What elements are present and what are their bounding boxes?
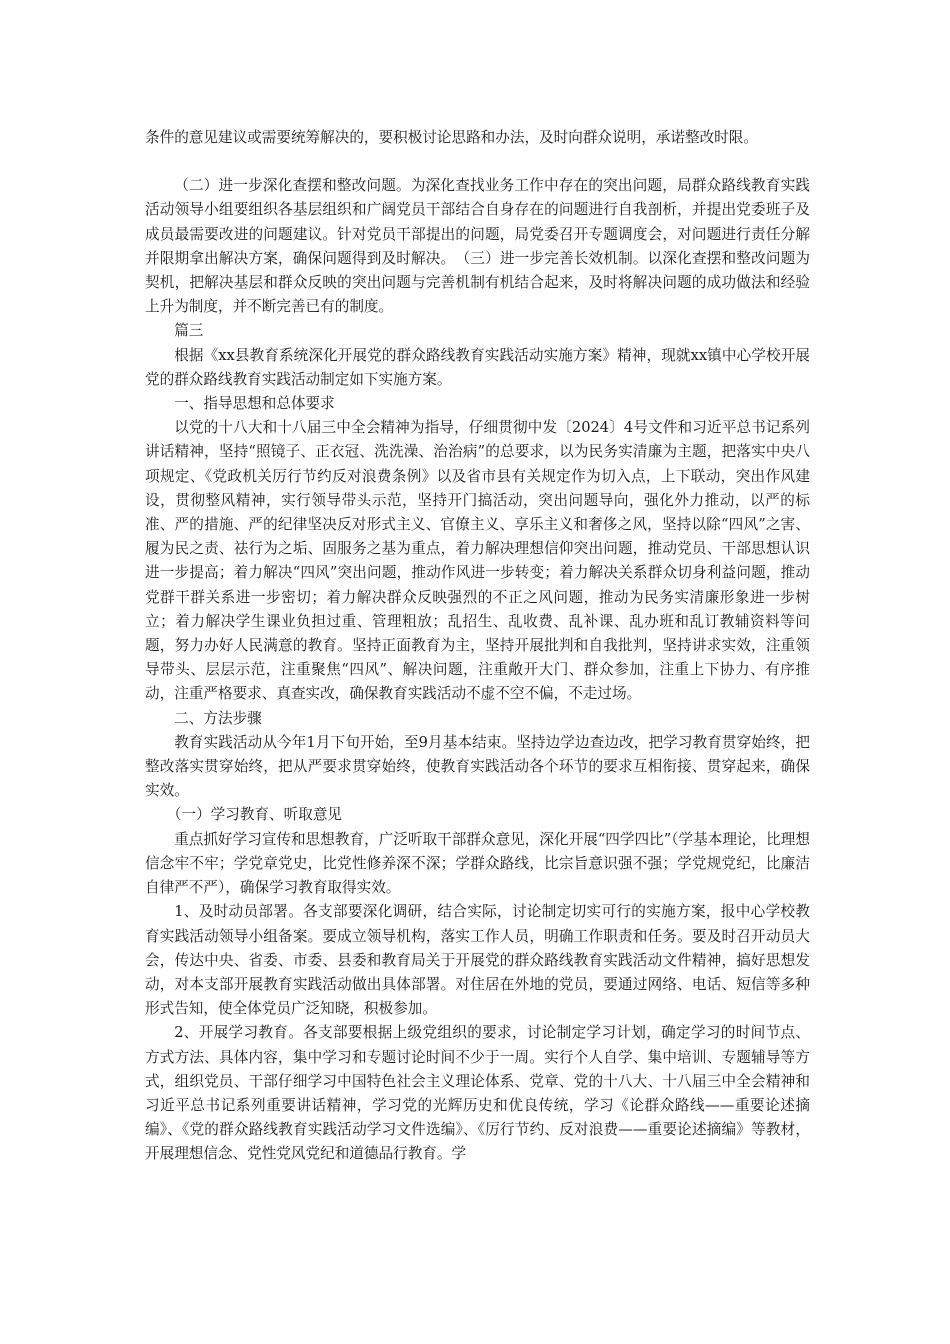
heading-study-education: （一）学习教育、听取意见 (166, 806, 343, 824)
paragraph-item-1: 1、及时动员部署。各支部要深化调研，结合实际，讨论制定切实可行的实施方案，报中心学校教育实践活动领导小组备案。要成立领导机构，落实工作人员，明确工作职责和任务。要及时召开动员大会，传达中央、省委、市委、县委和教育局关于开展党的群众路线教育实践活动文件精神，搞好思想发动，对本支部开展教育实践活动做出具体部署。对住居在外地的党员，要通过网络、电话、短信等多种形式告知，使全体党员广泛知晓，积极参加。 (145, 903, 810, 1018)
paragraph-study-education: 重点抓好学习宣传和思想教育，广泛听取干部群众意见，深化开展“四学四比”（学基本理论，比理想信念牢不牢；学党章党史，比党性修养深不深；学群众路线，比宗旨意识强不强；学党规党纪，比廉洁自律严不严），确保学习教育取得实效。 (145, 830, 810, 897)
paragraph-continuation: 条件的意见建议或需要统筹解决的，要积极讨论思路和办法，及时向群众说明，承诺整改时限。 (145, 129, 758, 146)
section-heading-pian-san: 篇三 (174, 322, 204, 340)
heading-method-steps: 二、方法步骤 (174, 709, 262, 727)
paragraph-guiding-thought: 以党的十八大和十八届三中全会精神为指导，仔细贯彻中发〔2024〕4号文件和习近平总书记系列讲话精神，坚持“照镜子、正衣冠、洗洗澡、治治病”的总要求，以为民务实清廉为主题，把落实中央八项规定、《党政机关厉行节约反对浪费条例》以及省市县有关规定作为切入点，上下联动，突出作风建设，贯彻整风精神，实行领导带头示范，坚持开门搞活动，突出问题导向，强化外力推动，以严的标准、严的措施、严的纪律坚决反对形式主义、官僚主义、享乐主义和奢侈之风，坚持以除“四风”之害、履为民之责、祛行为之垢、固服务之基为重点，着力解决理想信仰突出问题，推动党员、干部思想认识进一步提高；着力解决“四风”突出问题，推动作风进一步转变；着力解决关系群众切身利益问题，推动党群干群关系进一步密切；着力解决群众反映强烈的不正之风问题，推动为民务实清廉形象进一步树立；着力解决学生课业负担过重、管理粗放；乱招生、乱收费、乱补课、乱办班和乱订教辅资料等问题，努力办好人民满意的教育。坚持正面教育为主，坚持开展批判和自我批判，坚持讲求实效，注重领导带头、层层示范，注重聚焦“四风”、解决问题，注重敞开大门、群众参加，注重上下协力、有序推动，注重严格要求、真查实改，确保教育实践活动不虚不空不偏，不走过场。 (145, 419, 810, 703)
heading-guiding-thought: 一、指导思想和总体要求 (174, 395, 335, 413)
paragraph-method-steps: 教育实践活动从今年1月下旬开始，至9月基本结束。坚持边学边查边改，把学习教育贯穿始终，把整改落实贯穿始终，把从严要求贯穿始终，使教育实践活动各个环节的要求互相衔接、贯穿起来，确保实效。 (145, 733, 810, 800)
paragraph-section-2-3: （二）进一步深化查摆和整改问题。为深化查找业务工作中存在的突出问题，局群众路线教育实践活动领导小组要组织各基层组织和广阔党员干部结合自身存在的问题进行自我剖析，并提出党委班子及成员最需要改进的问题建议。针对党员干部提出的问题，局党委召开专题调度会，对问题进行责任分解并限期拿出解决方案，确保问题得到及时解决。 （三）进一步完善长效机制。以深化查摆和整改问题为契机，把解决基层和群众反映的突出问题与完善机制有机结合起来，及时将解决问题的成功做法和经验上升为制度，并不断完善已有的制度。 (145, 177, 810, 316)
paragraph-intro: 根据《xx县教育系统深化开展党的群众路线教育实践活动实施方案》精神，现就xx镇中心学校开展党的群众路线教育实践活动制定如下实施方案。 (145, 346, 810, 388)
paragraph-item-2: 2、开展学习教育。各支部要根据上级党组织的要求，讨论制定学习计划，确定学习的时间节点、方式方法、具体内容，集中学习和专题讨论时间不少于一周。实行个人自学、集中培训、专题辅导等方式，组织党员、干部仔细学习中国特色社会主义理论体系、党章、党的十八大、十八届三中全会精神和习近平总书记系列重要讲话精神，学习党的光辉历史和优良传统，学习《论群众路线——重要论述摘编》、《党的群众路线教育实践活动学习文件选编》、《厉行节约、反对浪费——重要论述摘编》等教材，开展理想信念、党性党风党纪和道德品行教育。学 (145, 1024, 810, 1163)
